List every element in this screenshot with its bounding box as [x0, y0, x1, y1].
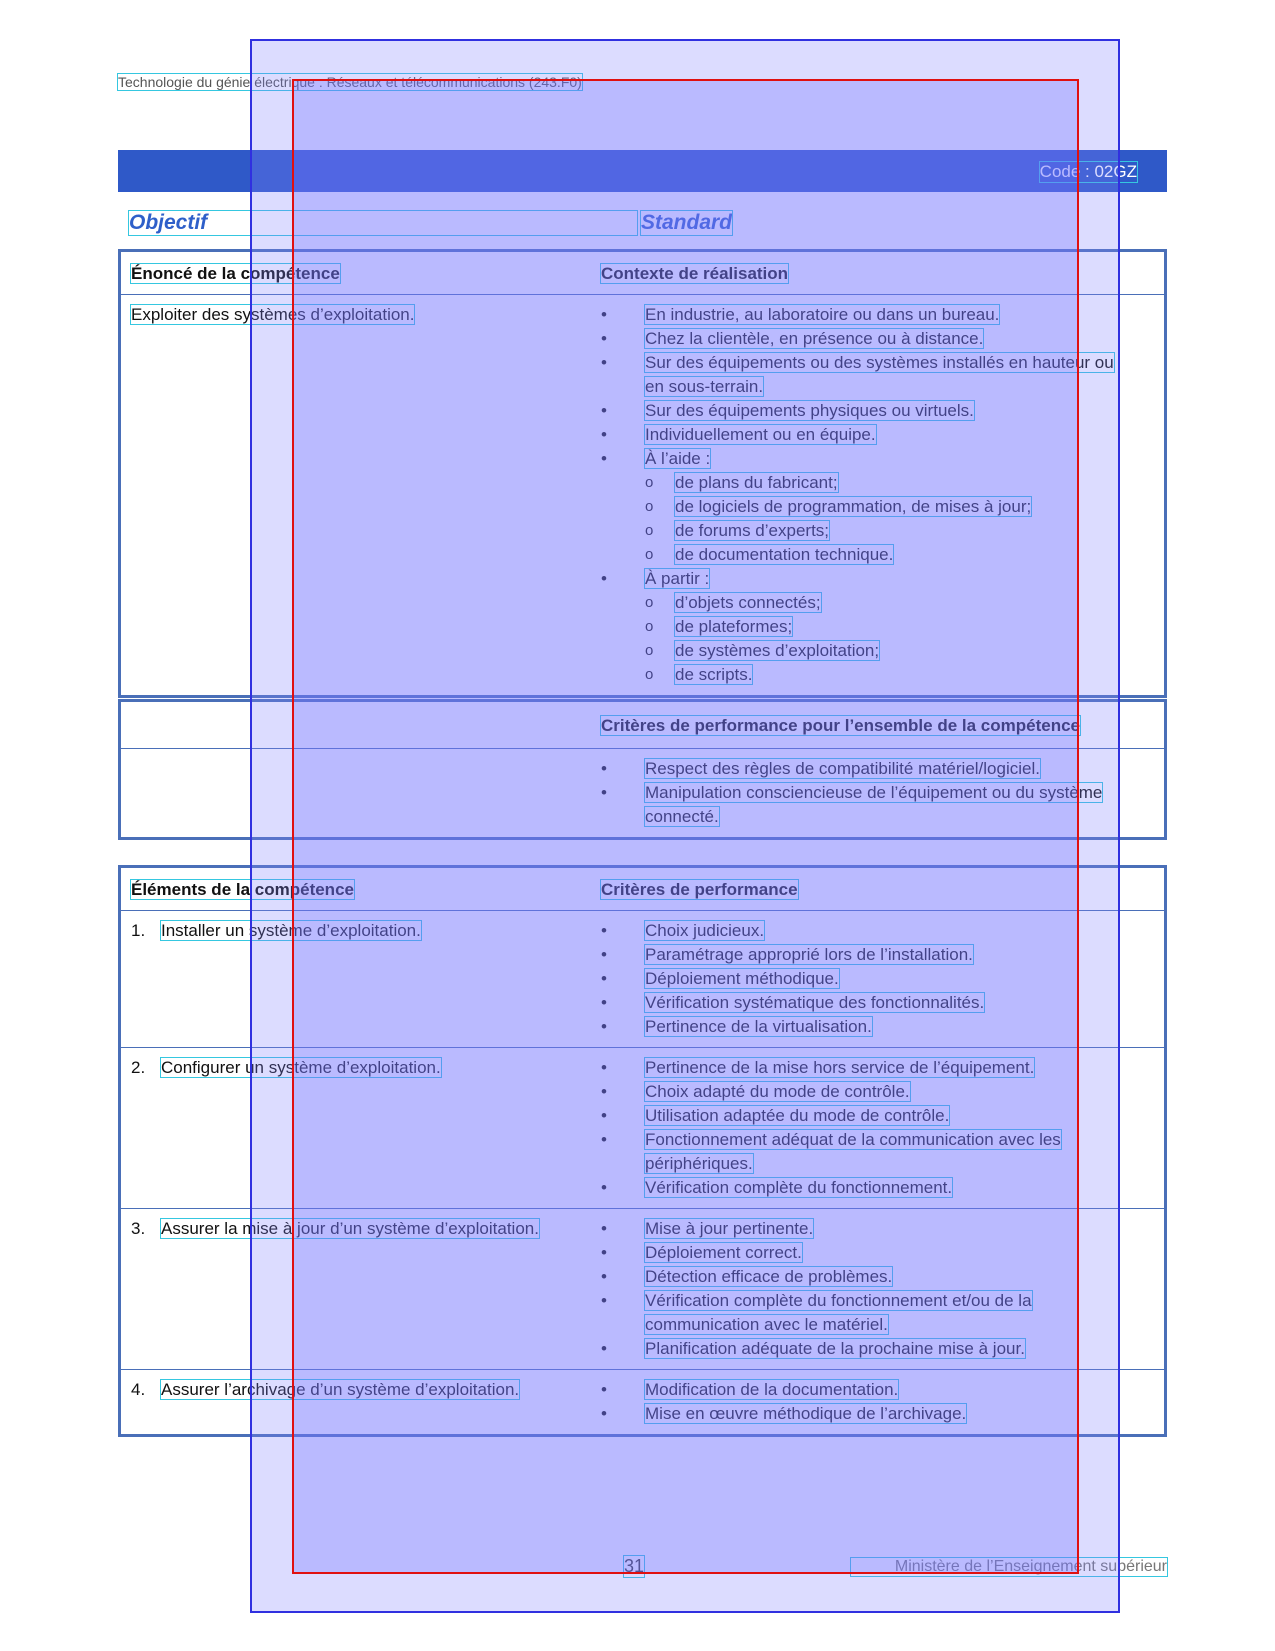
- element-criteria-cell: [591, 1048, 1164, 1208]
- elements-header: Éléments de la compétence: [131, 880, 354, 899]
- contexte-subitem-text: de forums d’experts;: [675, 521, 830, 540]
- element-criterion: [601, 1241, 1134, 1265]
- global-criterion-text: Manipulation consciencieuse de l’équipement ou du système connecté.: [645, 783, 1103, 826]
- contexte-item-text: Sur des équipements physiques ou virtuels.: [645, 401, 974, 420]
- elements-table: [118, 865, 1167, 1437]
- element-criteria-cell: [591, 1370, 1164, 1434]
- contexte-item-text: À l’aide :: [645, 449, 711, 468]
- element-cell: [121, 1209, 591, 1369]
- contexte-item: [601, 327, 1134, 351]
- contexte-list: [601, 303, 1134, 687]
- element-criterion: [601, 1337, 1134, 1361]
- global-criteria-table: [118, 699, 1167, 840]
- contexte-subitem: [645, 591, 1134, 615]
- competence-header-row: [121, 252, 1164, 294]
- code-bar: [118, 150, 1167, 192]
- element-text: Assurer l’archivage d’un système d’exploitation.: [161, 1380, 520, 1399]
- contexte-item: [601, 351, 1134, 399]
- element-criterion-text: Mise en œuvre méthodique de l’archivage.: [645, 1404, 967, 1423]
- element-criterion: [601, 1104, 1134, 1128]
- competence-body-row: [121, 294, 1164, 695]
- contexte-item: [601, 447, 1134, 567]
- element-criterion: [601, 1402, 1134, 1426]
- contexte-item-text: À partir :: [645, 569, 710, 588]
- contexte-subitem-text: de plateformes;: [675, 617, 793, 636]
- element-cell: [121, 1048, 591, 1208]
- objectif-heading: Objectif: [129, 211, 637, 235]
- element-criterion-text: Modification de la documentation.: [645, 1380, 899, 1399]
- element-criterion: [601, 919, 1134, 943]
- standard-heading: Standard: [641, 211, 733, 234]
- element-list: [131, 919, 581, 943]
- contexte-subitem-text: d’objets connectés;: [675, 593, 821, 612]
- element-criterion: [601, 1056, 1134, 1080]
- global-criteria-header-row: [121, 702, 1164, 748]
- contexte-subitem-text: de logiciels de programmation, de mises à jour;: [675, 497, 1032, 516]
- contexte-subitem-text: de plans du fabricant;: [675, 473, 838, 492]
- element-criterion: [601, 1265, 1134, 1289]
- element-row: [121, 1208, 1164, 1369]
- element-criterion-text: Pertinence de la virtualisation.: [645, 1017, 872, 1036]
- contexte-subitem: [645, 615, 1134, 639]
- page-number: 31: [624, 1556, 645, 1576]
- contexte-item-text: En industrie, au laboratoire ou dans un bureau.: [645, 305, 1000, 324]
- element-criterion: [601, 1080, 1134, 1104]
- element-number: 3.: [131, 1219, 146, 1238]
- element-item: [131, 919, 581, 943]
- element-criterion: [601, 1176, 1134, 1200]
- element-criterion-text: Pertinence de la mise hors service de l’équipement.: [645, 1058, 1035, 1077]
- element-criterion: [601, 1289, 1134, 1337]
- contexte-header: Contexte de réalisation: [601, 264, 789, 283]
- element-text: Assurer la mise à jour d’un système d’exploitation.: [161, 1219, 539, 1238]
- element-text: Installer un système d’exploitation.: [161, 921, 421, 940]
- contexte-subitem-text: de systèmes d’exploitation;: [675, 641, 880, 660]
- running-title: Technologie du génie électrique : Réseaux et télécommunications (243.F0): [118, 74, 582, 90]
- element-number: 4.: [131, 1380, 146, 1399]
- element-list: [131, 1056, 581, 1080]
- contexte-sublist: [645, 591, 1134, 687]
- element-row: [121, 910, 1164, 1047]
- global-criterion-text: Respect des règles de compatibilité matériel/logiciel.: [645, 759, 1040, 778]
- element-item: [131, 1056, 581, 1080]
- element-criterion-text: Déploiement méthodique.: [645, 969, 839, 988]
- contexte-item: [601, 303, 1134, 327]
- contexte-sublist: [645, 471, 1134, 567]
- global-criteria-header: Critères de performance pour l’ensemble de la compétence: [601, 716, 1080, 735]
- element-criterion-text: Fonctionnement adéquat de la communication avec les périphériques.: [645, 1130, 1061, 1173]
- element-criterion: [601, 967, 1134, 991]
- element-row: [121, 1047, 1164, 1208]
- element-criterion: [601, 943, 1134, 967]
- performance-header: Critères de performance: [601, 880, 798, 899]
- competency-code: Code : 02GZ: [1039, 162, 1137, 181]
- enonce-header: Énoncé de la compétence: [131, 264, 340, 283]
- element-criteria-list: [601, 1378, 1134, 1426]
- contexte-subitem: [645, 471, 1134, 495]
- ministry-footer: Ministère de l’Enseignement supérieur: [851, 1558, 1167, 1576]
- element-criterion-text: Choix adapté du mode de contrôle.: [645, 1082, 910, 1101]
- contexte-subitem-text: de documentation technique.: [675, 545, 894, 564]
- contexte-item-text: Chez la clientèle, en présence ou à distance.: [645, 329, 984, 348]
- element-criterion: [601, 1378, 1134, 1402]
- contexte-item: [601, 423, 1134, 447]
- contexte-subitem: [645, 639, 1134, 663]
- element-list: [131, 1378, 581, 1402]
- element-criteria-list: [601, 919, 1134, 1039]
- element-criterion-text: Choix judicieux.: [645, 921, 765, 940]
- contexte-subitem-text: de scripts.: [675, 665, 753, 684]
- global-criterion: [601, 757, 1134, 781]
- element-cell: [121, 911, 591, 1047]
- element-criterion-text: Utilisation adaptée du mode de contrôle.: [645, 1106, 950, 1125]
- element-criterion: [601, 1128, 1134, 1176]
- element-item: [131, 1217, 581, 1241]
- element-criterion-text: Vérification complète du fonctionnement et/ou de la communication avec le matériel.: [645, 1291, 1032, 1334]
- global-criteria-list: [601, 757, 1134, 829]
- competence-table: [118, 249, 1167, 698]
- element-criterion-text: Détection efficace de problèmes.: [645, 1267, 893, 1286]
- element-number: 2.: [131, 1058, 146, 1077]
- enonce-text: Exploiter des systèmes d’exploitation.: [131, 305, 415, 324]
- global-criteria-body-row: [121, 748, 1164, 837]
- element-criterion-text: Planification adéquate de la prochaine mise à jour.: [645, 1339, 1025, 1358]
- element-criterion-text: Déploiement correct.: [645, 1243, 802, 1262]
- element-row: [121, 1369, 1164, 1434]
- element-criterion-text: Vérification complète du fonctionnement.: [645, 1178, 953, 1197]
- element-list: [131, 1217, 581, 1241]
- element-item: [131, 1378, 581, 1402]
- element-criterion-text: Mise à jour pertinente.: [645, 1219, 814, 1238]
- contexte-subitem: [645, 663, 1134, 687]
- element-criteria-cell: [591, 911, 1164, 1047]
- element-criteria-list: [601, 1217, 1134, 1361]
- element-cell: [121, 1370, 591, 1434]
- element-criteria-cell: [591, 1209, 1164, 1369]
- element-criterion: [601, 1217, 1134, 1241]
- element-number: 1.: [131, 921, 146, 940]
- contexte-subitem: [645, 495, 1134, 519]
- contexte-item: [601, 399, 1134, 423]
- element-criterion-text: Paramétrage approprié lors de l’installation.: [645, 945, 973, 964]
- contexte-item-text: Sur des équipements ou des systèmes installés en hauteur ou en sous-terrain.: [645, 353, 1114, 396]
- contexte-subitem: [645, 543, 1134, 567]
- element-text: Configurer un système d’exploitation.: [161, 1058, 441, 1077]
- element-criterion-text: Vérification systématique des fonctionnalités.: [645, 993, 985, 1012]
- contexte-item: [601, 567, 1134, 687]
- elements-header-row: [121, 868, 1164, 910]
- element-criterion: [601, 1015, 1134, 1039]
- contexte-subitem: [645, 519, 1134, 543]
- contexte-item-text: Individuellement ou en équipe.: [645, 425, 876, 444]
- element-criteria-list: [601, 1056, 1134, 1200]
- global-criterion: [601, 781, 1134, 829]
- element-criterion: [601, 991, 1134, 1015]
